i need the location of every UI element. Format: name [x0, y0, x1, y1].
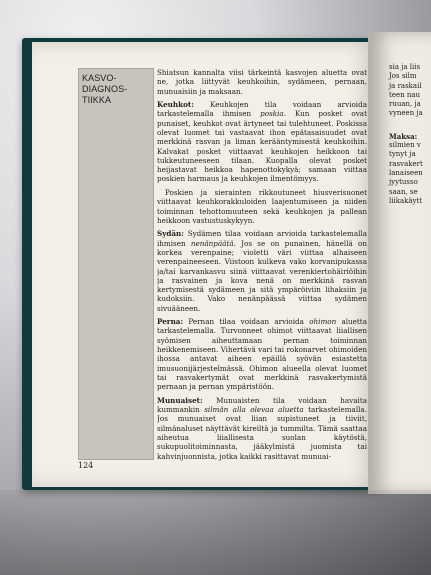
- right-line: lanaiseen: [389, 168, 423, 177]
- text-run: aluetta tarkastelemalla. Turvonneet ohimot viittaavat liiallisen syömisen aiheuttamaan pernan toiminnan heikkenemiseen. Vihertävä vari tai rokonarvet ohimoiden ihossa antavat aiheen epäillä syövän esiastetta imusuonijärjestelmässä. Ohimon alueella olevat luomet tai rasvakertymät ovat merkkinä rasvakertymistä pernaan ja pernan ympäristöön.: [157, 317, 367, 392]
- section-heading: Munuaiset:: [157, 395, 203, 405]
- right-heading: [389, 132, 431, 141]
- sidebar-box: [78, 68, 154, 460]
- right-page-text: [389, 63, 431, 206]
- right-line: ruuan, ja: [389, 100, 421, 109]
- right-line: Jos silm: [389, 72, 417, 81]
- text-run: Munuaisten tila voidaan havaita kummankin: [157, 395, 367, 415]
- right-line: vyneen ja: [389, 109, 423, 118]
- right-line: sia ja liis: [389, 63, 421, 71]
- right-line: liikakäytt: [389, 196, 423, 205]
- emphasis: ohimon: [309, 317, 337, 327]
- emphasis: nenänpäätä: [190, 238, 234, 248]
- text-run: tarkastelemalla. Jos munuaiset ovat liian supistuneet ja tiiviit, silmänaluset näyttävät kireiltä ja tummilta. Tämä saattaa aiheutua liiallisesta suolan käytöstä, sukupuolitoiminnasta, jääkylmistä juomista tai kahvinjuonnista, jotka kaikki rasittavat munuai-: [157, 405, 367, 461]
- right-line: tynyt ja: [389, 150, 416, 159]
- text-run: Poskien ja sierainten rikkoutuneet hiusverisuonet viittaavat keuhkorakkuloiden laajentumiseen ja niiden toiminnan tehottomuuteen sekä keuhkojen ja pallean heikkoon vastustuskykyyn.: [157, 187, 367, 225]
- text-run: Keuhkojen tila voidaan arvioida tarkastelemalla ihmisen: [157, 100, 367, 119]
- text-run: Pernan tilaa voidaan arvioida: [188, 317, 310, 327]
- section-munuaiset-p1: [157, 396, 367, 461]
- section-keuhkot-p2: [157, 188, 367, 225]
- section-heading: Maksa:: [389, 131, 418, 141]
- text-run: . Kun posket ovat punaiset, keuhkot ovat ärtyneet tai tulehtuneet. Poskissa olevat luomet tai vastaavat ihon epätasaisuudet ovat merkkinä rasvan ja liman kerääntymisestä keuhkoihin. Kalvakat posket viittaavat keuhkojen heikkoon tai tukkeutuneeseen tilaan. Kuopalla olevat posket heijastavat heikkoa hapenottokykyä; samaan viittaa poskien harmaus ja keuhkojen ilmentömyys.: [157, 109, 367, 184]
- section-perna-p1: [157, 317, 367, 391]
- sidebar-title: KASVO- DIAGNOS- TIIKKA: [82, 73, 128, 105]
- section-heading: Keuhkot:: [157, 100, 194, 110]
- right-line: ja raskail: [389, 81, 422, 90]
- section-sydan-p1: [157, 229, 367, 313]
- right-line: silmien v: [389, 141, 421, 150]
- right-line: jyytusso: [389, 178, 418, 187]
- intro-paragraph: Shiatsun kannalta viisi tärkeintä kasvojen aluetta ovat ne, jotka liittyvät keuhkoihin, sydämeen, pernaan, munuaisiin ja maksaan.: [157, 68, 367, 96]
- emphasis: poskia: [260, 109, 284, 119]
- text-run: Sydämen tilaa voidaan arvioida tarkastelemalla ihmisen: [157, 229, 367, 248]
- section-heading: Perna:: [157, 317, 184, 327]
- bottom-shadow: [0, 490, 431, 575]
- emphasis: silmän alla olevaa aluetta: [204, 405, 304, 415]
- right-line: rasvakert: [389, 159, 423, 168]
- right-line: teen nau: [389, 90, 421, 99]
- main-text-column: [157, 68, 367, 468]
- section-keuhkot-p1: [157, 100, 367, 184]
- section-heading: Sydän:: [157, 229, 184, 239]
- text-run: . Jos se on punainen, hänellä on korkea verenpaine; violetti väri viittaa alhaiseen verenpaineeseen. Viistoon kulkeva vako korvanipukassa ja/tai karvankasvu siinä viittaavat verenkiertohäiriöihin ja rasvainen ja kova nenä on merkkinä rasvan kertymisestä sydämeen ja sitä ympäröiviin lihaksiin ja kudoksiin. Vako nenänpäässä viittaa sydämen sivuääneen.: [157, 238, 367, 313]
- page-number: 124: [78, 461, 94, 470]
- right-line: saan, se: [389, 187, 418, 196]
